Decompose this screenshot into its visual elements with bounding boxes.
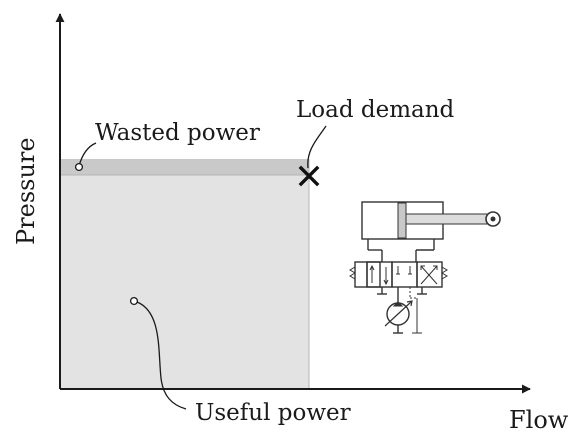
load-demand-label: Load demand (296, 97, 455, 123)
load-demand-leader (308, 126, 326, 168)
wasted-power-label: Wasted power (95, 120, 260, 146)
y-axis-label: Pressure (12, 137, 40, 245)
useful-power-label: Useful power (195, 400, 351, 426)
hydraulic-schematic (342, 202, 500, 333)
useful-power-region (60, 175, 309, 389)
useful-power-point (131, 298, 138, 305)
wasted-power-region (60, 159, 309, 175)
directional-valve-icon (342, 262, 447, 298)
wasted-power-point (76, 164, 83, 171)
hydraulic-cylinder-icon (362, 202, 500, 262)
variable-pump-icon (385, 298, 422, 333)
x-axis-label: Flow (509, 406, 569, 434)
